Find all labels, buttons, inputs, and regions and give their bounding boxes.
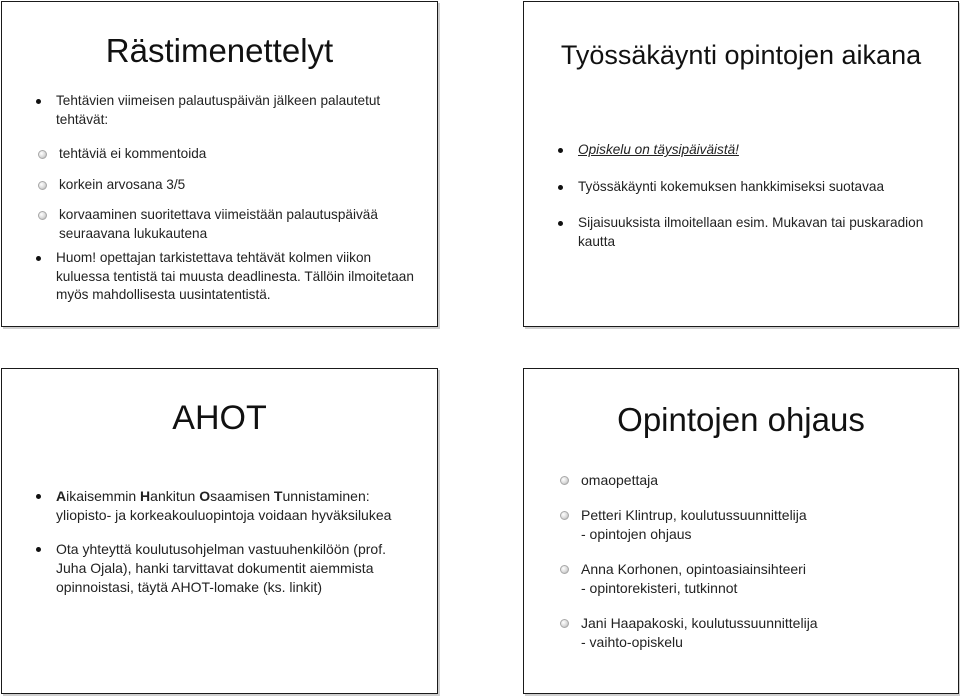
bullet-item: Huom! opettajan tarkistettava tehtävät kolmen viikon kuluessa tentistä tai muusta deadlinesta. Tällöin ilmoitetaan myös mahdollisesta uusintatentistä. (34, 249, 419, 305)
slide-title: Työssäkäynti opintojen aikana (560, 40, 922, 70)
contact-role: - vaihto-opiskelu (581, 634, 683, 650)
slide-content (34, 487, 419, 597)
bullet-item: Tehtävien viimeisen palautuspäivän jälkeen palautetut tehtävät: (34, 92, 419, 129)
sub-bullet-item: tehtäviä ei kommentoida (34, 145, 419, 164)
slide-ahot (1, 368, 438, 694)
slide-content (34, 92, 419, 305)
contact-name: Anna Korhonen, opintoasiainsihteeri (581, 561, 806, 577)
bullet-item: Sijaisuuksista ilmoitellaan esim. Mukavan tai puskaradion kautta (556, 214, 941, 251)
slide-title: AHOT (172, 399, 267, 437)
acronym-letter: T (273, 488, 283, 504)
contact-role: - opintojen ohjaus (581, 526, 692, 542)
slide-rastimenettelyt (1, 1, 438, 327)
word-rest: saamisen (210, 488, 274, 504)
contact-item (556, 471, 941, 490)
sub-bullet-item: korvaaminen suoritettava viimeistään palautuspäivää seuraavana lukukautena (34, 206, 419, 243)
contact-item (556, 506, 941, 544)
slide-content (556, 471, 941, 652)
bullet-item: Työssäkäynti kokemuksen hankkimiseksi suotavaa (556, 178, 941, 197)
contact-item (556, 614, 941, 652)
bullet-item: Opiskelu on täysipäiväistä! (556, 141, 941, 160)
slide-opintojen-ohjaus (523, 368, 959, 694)
slide-content (556, 141, 941, 251)
acronym-letter: O (199, 488, 211, 504)
word-rest: ankitun (150, 488, 200, 504)
acronym-letter: H (140, 488, 151, 504)
contact-name: omaopettaja (581, 472, 659, 488)
bullet-item-ahot-definition (34, 487, 419, 525)
contact-name: Jani Haapakoski, koulutussuunnittelija (581, 615, 818, 631)
bullet-item: Ota yhteyttä koulutusohjelman vastuuhenkilöön (prof. Juha Ojala), hanki tarvittavat dokumentit aiemmista opinnoistasi, täytä AHOT-lomake (ks. linkit) (34, 540, 419, 597)
contact-role: - opintorekisteri, tutkinnot (581, 580, 738, 596)
slide-title: Opintojen ohjaus (617, 401, 865, 438)
sub-bullet-item: korkein arvosana 3/5 (34, 176, 419, 195)
contact-item (556, 560, 941, 598)
slide-tyossakaynti (523, 1, 959, 327)
slide-title: Rästimenettelyt (105, 32, 334, 69)
acronym-letter: A (56, 488, 67, 504)
word-rest: unnistaminen: (282, 488, 370, 504)
contact-name: Petteri Klintrup, koulutussuunnittelija (581, 507, 807, 523)
bullet-text: yliopisto- ja korkeakouluopintoja voidaan hyväksilukea (56, 507, 392, 523)
word-rest: ikaisemmin (66, 488, 141, 504)
